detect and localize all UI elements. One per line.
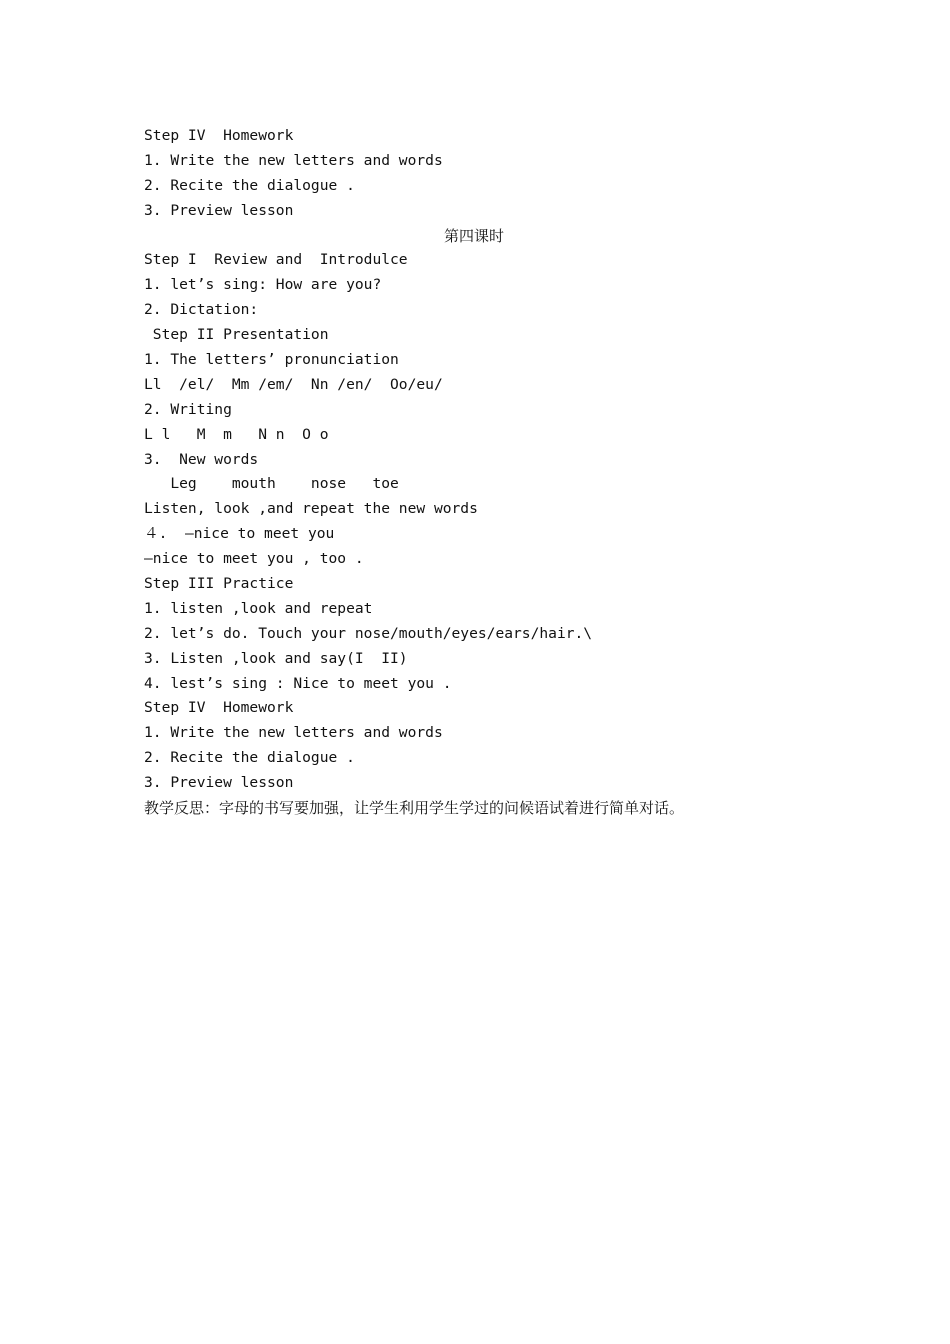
homework-item-2-b: 2. Recite the dialogue .	[144, 749, 355, 767]
step-iv-heading-2: Step IV Homework	[144, 699, 294, 717]
presentation-item-4: ４. —nice to meet you	[144, 525, 335, 543]
presentation-item-3: 3. New words	[144, 450, 259, 468]
review-item-1: 1. let’s sing: How are you?	[144, 276, 382, 294]
listen-repeat-line: Listen, look ,and repeat the new words	[144, 500, 478, 518]
new-words-line: Leg mouth nose toe	[144, 475, 399, 493]
homework-item-3: 3. Preview lesson	[144, 201, 294, 219]
homework-item-1: 1. Write the new letters and words	[144, 151, 443, 169]
practice-item-3: 3. Listen ,look and say(I II)	[144, 649, 408, 667]
step-ii-heading: Step II Presentation	[144, 326, 329, 344]
step-i-heading: Step I Review and Introdulce	[144, 251, 408, 269]
teaching-reflection: 教学反思：字母的书写要加强，让学生利用学生学过的问候语试着进行简单对话。	[144, 799, 685, 818]
dialogue-reply-line: —nice to meet you , too .	[144, 550, 364, 568]
lesson-title: 第四课时	[443, 226, 504, 245]
step-iii-heading: Step III Practice	[144, 575, 294, 593]
pronunciation-line: Ll /el/ Mm /em/ Nn /en/ Oo/eu/	[144, 375, 443, 393]
presentation-item-2: 2. Writing	[144, 400, 232, 418]
practice-item-1: 1. listen ,look and repeat	[144, 599, 373, 617]
step-iv-heading: Step IV Homework	[144, 127, 294, 144]
homework-item-2: 2. Recite the dialogue .	[144, 176, 355, 194]
homework-item-1-b: 1. Write the new letters and words	[144, 724, 443, 742]
homework-item-3-b: 3. Preview lesson	[144, 774, 294, 792]
presentation-item-1: 1. The letters’ pronunciation	[144, 351, 399, 369]
document-body	[144, 124, 804, 821]
practice-item-4: 4. lest’s sing : Nice to meet you .	[144, 674, 452, 692]
practice-item-2: 2. let’s do. Touch your nose/mouth/eyes/ears/hair.\	[144, 624, 593, 642]
writing-letters-line: L l M m N n O o	[144, 425, 329, 443]
review-item-2: 2. Dictation:	[144, 301, 259, 319]
